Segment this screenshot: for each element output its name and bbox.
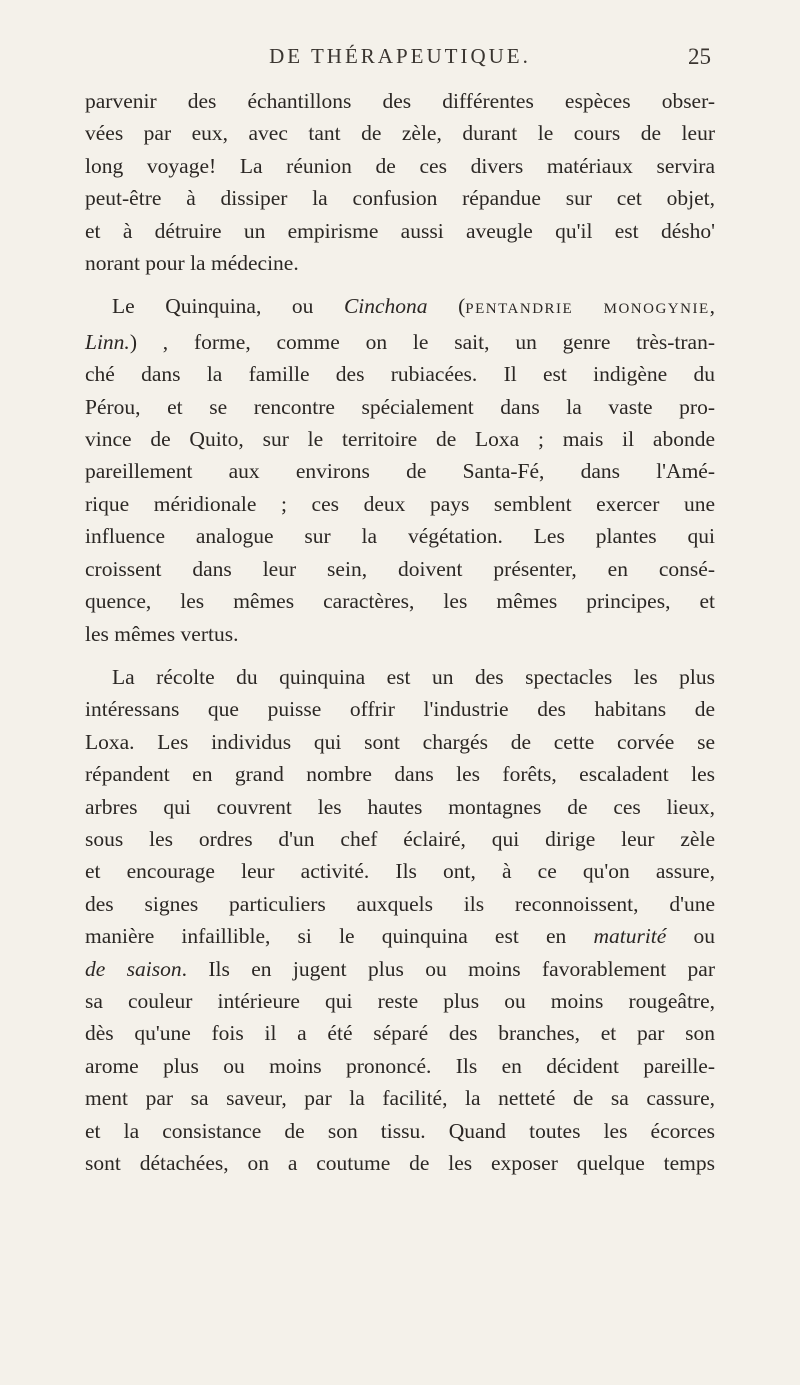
italic-term: de saison xyxy=(85,956,182,981)
text-line: influence analogue sur la végétation. Les plantes qui xyxy=(85,524,715,549)
paragraph-1 xyxy=(85,85,715,279)
text-line: peut-être à dissiper la confusion répandue sur cet objet, xyxy=(85,186,715,211)
text-line: Pérou, et se rencontre spécialement dans la vaste pro- xyxy=(85,394,715,419)
paragraph-3 xyxy=(85,661,715,1180)
text-line: ment par sa saveur, par la facilité, la netteté de sa cassure, xyxy=(85,1086,715,1111)
text-line: répandent en grand nombre dans les forêts, escaladent les xyxy=(85,762,715,787)
text-line: norant pour la médecine. xyxy=(85,251,299,276)
text-run: , xyxy=(709,294,715,319)
text-line: long voyage! La réunion de ces divers matériaux servira xyxy=(85,153,715,178)
text-line: rique méridionale ; ces deux pays semblent exercer une xyxy=(85,491,715,516)
running-head xyxy=(0,44,800,84)
text-line: vées par eux, avec tant de zèle, durant le cours de leur xyxy=(85,121,715,146)
text-run: ou xyxy=(666,924,716,949)
text-line: les mêmes vertus. xyxy=(85,621,239,646)
text-run: Le Quinquina, ou xyxy=(112,294,344,319)
text-line: parvenir des échantillons des différentes espèces obser- xyxy=(85,89,715,113)
text-line: ché dans la famille des rubiacées. Il est indigène du xyxy=(85,362,715,387)
text-line: des signes particuliers auxquels ils reconnoissent, d'une xyxy=(85,891,715,916)
text-line xyxy=(85,290,715,325)
italic-term: maturité xyxy=(593,924,667,949)
text-line xyxy=(85,953,715,985)
text-line: quence, les mêmes caractères, les mêmes principes, et xyxy=(85,589,715,614)
text-line: sa couleur intérieure qui reste plus ou moins rougeâtre, xyxy=(85,988,715,1013)
text-line: pareillement aux environs de Santa-Fé, dans l'Amé- xyxy=(85,459,715,484)
page-number: 25 xyxy=(688,44,711,69)
text-line: arome plus ou moins prononcé. Ils en décident pareille- xyxy=(85,1053,715,1078)
text-line xyxy=(85,920,715,952)
text-line: arbres qui couvrent les hautes montagnes de ces lieux, xyxy=(85,794,715,819)
text-line: et encourage leur activité. Ils ont, à ce qu'on assure, xyxy=(85,859,715,884)
text-run: ) , forme, comme on le sait, un genre très-tran- xyxy=(129,329,715,354)
text-run: . Ils en jugent plus ou moins favorablement par xyxy=(181,956,715,981)
italic-author: Linn. xyxy=(85,329,130,354)
text-line: et à détruire un empirisme aussi aveugle qu'il est désho' xyxy=(85,218,715,243)
running-title: DE THÉRAPEUTIQUE. xyxy=(269,44,531,68)
text-line: intéressans que puisse offrir l'industrie des habitans de xyxy=(85,697,715,722)
italic-genus: Cinchona xyxy=(343,294,428,319)
text-line: La récolte du quinquina est un des spectacles les plus xyxy=(112,664,715,689)
text-run: ( xyxy=(427,294,466,319)
paragraph-2 xyxy=(85,290,715,649)
text-line: vince de Quito, sur le territoire de Loxa ; mais il abonde xyxy=(85,427,715,452)
text-line: Loxa. Les individus qui sont chargés de cette corvée se xyxy=(85,729,715,754)
text-line: croissent dans leur sein, doivent présenter, en consé- xyxy=(85,556,715,581)
text-line: sont détachées, on a coutume de les exposer quelque temps xyxy=(85,1151,715,1175)
text-line: sous les ordres d'un chef éclairé, qui dirige leur zèle xyxy=(85,826,715,851)
small-caps-classification: PENTANDRIE MONOGYNIE xyxy=(465,301,710,318)
body-text xyxy=(85,85,715,1179)
text-line: et la consistance de son tissu. Quand toutes les écorces xyxy=(85,1118,715,1143)
text-run: manière infaillible, si le quinquina est en xyxy=(85,924,594,949)
text-line: dès qu'une fois il a été séparé des branches, et par son xyxy=(85,1021,715,1046)
text-line xyxy=(85,326,715,358)
